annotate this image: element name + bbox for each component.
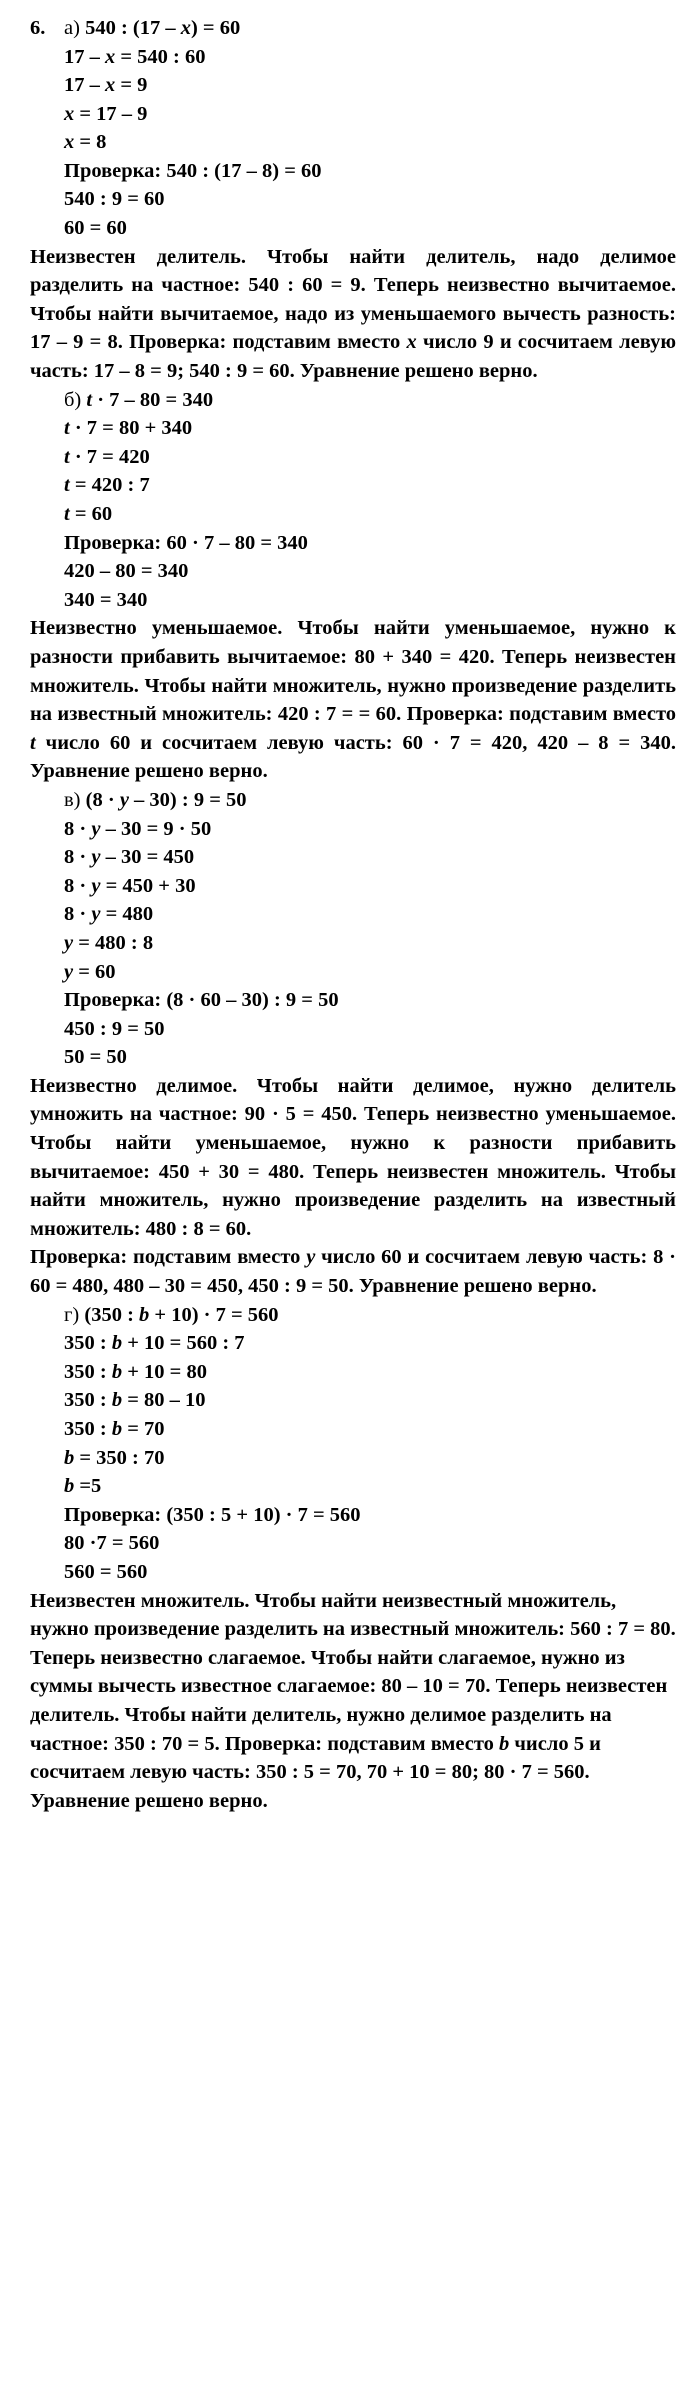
part-g-equation <box>64 1301 676 1330</box>
part-v-step: 8 · y – 30 = 9 · 50 <box>64 817 212 840</box>
part-b-step: t = 60 <box>64 503 113 525</box>
part-a-check <box>30 157 676 243</box>
part-v-explanation: Неизвестно делимое. Чтобы найти делимое, нужно делитель умножить на частное: 90 · 5 = 450. Теперь неизвестно уменьшаемое. Чтобы найти уменьшаемое, нужно к разности прибавить вычитаемое: 450 + 30 = 480. Теперь неизвестен множитель. Чтобы найти множитель, нужно произведение разделить на известный множитель: 480 : 8 = 60. <box>30 1074 676 1240</box>
part-b-equation <box>64 386 676 415</box>
part-a-step: x = 17 – 9 <box>64 102 148 125</box>
part-g-check <box>30 1501 676 1587</box>
part-a-step: 17 – x = 9 <box>64 74 148 97</box>
part-v-check <box>30 986 676 1072</box>
part-g-step: 350 : b + 10 = 80 <box>64 1360 207 1383</box>
part-b-step: t = 420 : 7 <box>64 474 150 497</box>
part-v-equation-text: (8 · y – 30) : 9 = 50 <box>85 788 247 811</box>
part-v-steps <box>30 815 676 987</box>
part-a-explanation: Неизвестен делитель. Чтобы найти делитель, надо делимое разделить на частное: 540 : 60 = 9. Теперь неизвестно вычитаемое. Чтобы найти вычитаемое, надо из уменьшаемого вычесть разность: 17 – 9 = 8. Проверка: подставим вместо x число 9 и сосчитаем левую часть: 17 – 8 = 9; 540 : 9 = 60. Уравнение решено верно. <box>30 245 676 383</box>
part-g-steps <box>30 1329 676 1501</box>
part-a-step: 17 – x = 540 : 60 <box>64 45 206 68</box>
part-v-explanation-2: Проверка: подставим вместо y число 60 и сосчитаем левую часть: 8 · 60 = 480, 480 – 30 = 450, 450 : 9 = 50. Уравнение решено верно. <box>30 1246 676 1298</box>
part-v-check-line: 450 : 9 = 50 <box>64 1017 165 1040</box>
part-a-step: x = 8 <box>64 131 107 154</box>
part-a-check-line: 60 = 60 <box>64 217 127 240</box>
part-g-step: 350 : b = 70 <box>64 1418 165 1440</box>
part-g-check-line: 80 ·7 = 560 <box>64 1532 160 1555</box>
part-v-step: y = 60 <box>64 960 116 983</box>
part-b-steps <box>30 414 676 528</box>
part-v-step: 8 · y = 450 + 30 <box>64 874 196 897</box>
task-number: 6. <box>30 17 46 39</box>
part-g-step: b = 350 : 70 <box>64 1446 165 1469</box>
part-g-check-line: 560 = 560 <box>64 1560 148 1583</box>
part-a-label: а) <box>64 17 80 39</box>
part-a-equation-text: 540 : (17 – x) = 60 <box>85 17 241 39</box>
part-a-steps <box>30 43 676 157</box>
part-v-check-line: Проверка: (8 · 60 – 30) : 9 = 50 <box>64 989 339 1012</box>
part-g-step: 350 : b = 80 – 10 <box>64 1389 206 1412</box>
part-v-label: в) <box>64 788 81 811</box>
part-b-label: б) <box>64 388 82 411</box>
part-a-check-line: Проверка: 540 : (17 – 8) = 60 <box>64 159 322 182</box>
part-a-check-line: 540 : 9 = 60 <box>64 188 165 211</box>
part-g-explanation: Неизвестен множитель. Чтобы найти неизвестный множитель, нужно произведение разделить на известный множитель: 560 : 7 = 80. Теперь неизвестно слагаемое. Чтобы найти слагаемое, нужно из суммы вычесть известное слагаемое: 80 – 10 = 70. Теперь неизвестен делитель. Чтобы найти делитель, нужно делимое разделить на частное: 350 : 70 = 5. Проверка: подставим вместо b число 5 и сосчитаем левую часть: 350 : 5 = 70, 70 + 10 = 80; 80 · 7 = 560. Уравнение решено верно. <box>30 1589 676 1812</box>
part-v-check-line: 50 = 50 <box>64 1046 127 1069</box>
part-b-check-line: Проверка: 60 · 7 – 80 = 340 <box>64 531 308 554</box>
part-g-step: b =5 <box>64 1475 102 1498</box>
part-g-step: 350 : b + 10 = 560 : 7 <box>64 1332 245 1355</box>
part-b-equation-text: t · 7 – 80 = 340 <box>86 388 214 411</box>
part-b-explanation: Неизвестно уменьшаемое. Чтобы найти уменьшаемое, нужно к разности прибавить вычитаемое: 80 + 340 = 420. Теперь неизвестен множитель. Чтобы найти множитель, нужно произведение разделить на известный множитель: 420 : 7 = = 60. Проверка: подставим вместо t число 60 и сосчитаем левую часть: 60 · 7 = 420, 420 – 8 = 340. Уравнение решено верно. <box>30 617 676 783</box>
part-a-equation <box>64 14 240 43</box>
task-heading-row <box>30 14 676 43</box>
part-g-check-line: Проверка: (350 : 5 + 10) · 7 = 560 <box>64 1503 361 1526</box>
part-g-label: г) <box>64 1303 80 1326</box>
part-b-check <box>30 529 676 615</box>
part-b-check-line: 420 – 80 = 340 <box>64 560 189 583</box>
part-v-equation <box>64 786 676 815</box>
part-g-equation-text: (350 : b + 10) · 7 = 560 <box>84 1303 279 1326</box>
part-v-step: 8 · y – 30 = 450 <box>64 846 195 869</box>
part-v-step: 8 · y = 480 <box>64 903 154 926</box>
part-b-step: t · 7 = 80 + 340 <box>64 417 193 440</box>
part-v-step: y = 480 : 8 <box>64 931 154 954</box>
part-b-check-line: 340 = 340 <box>64 588 148 611</box>
part-b-step: t · 7 = 420 <box>64 445 150 468</box>
